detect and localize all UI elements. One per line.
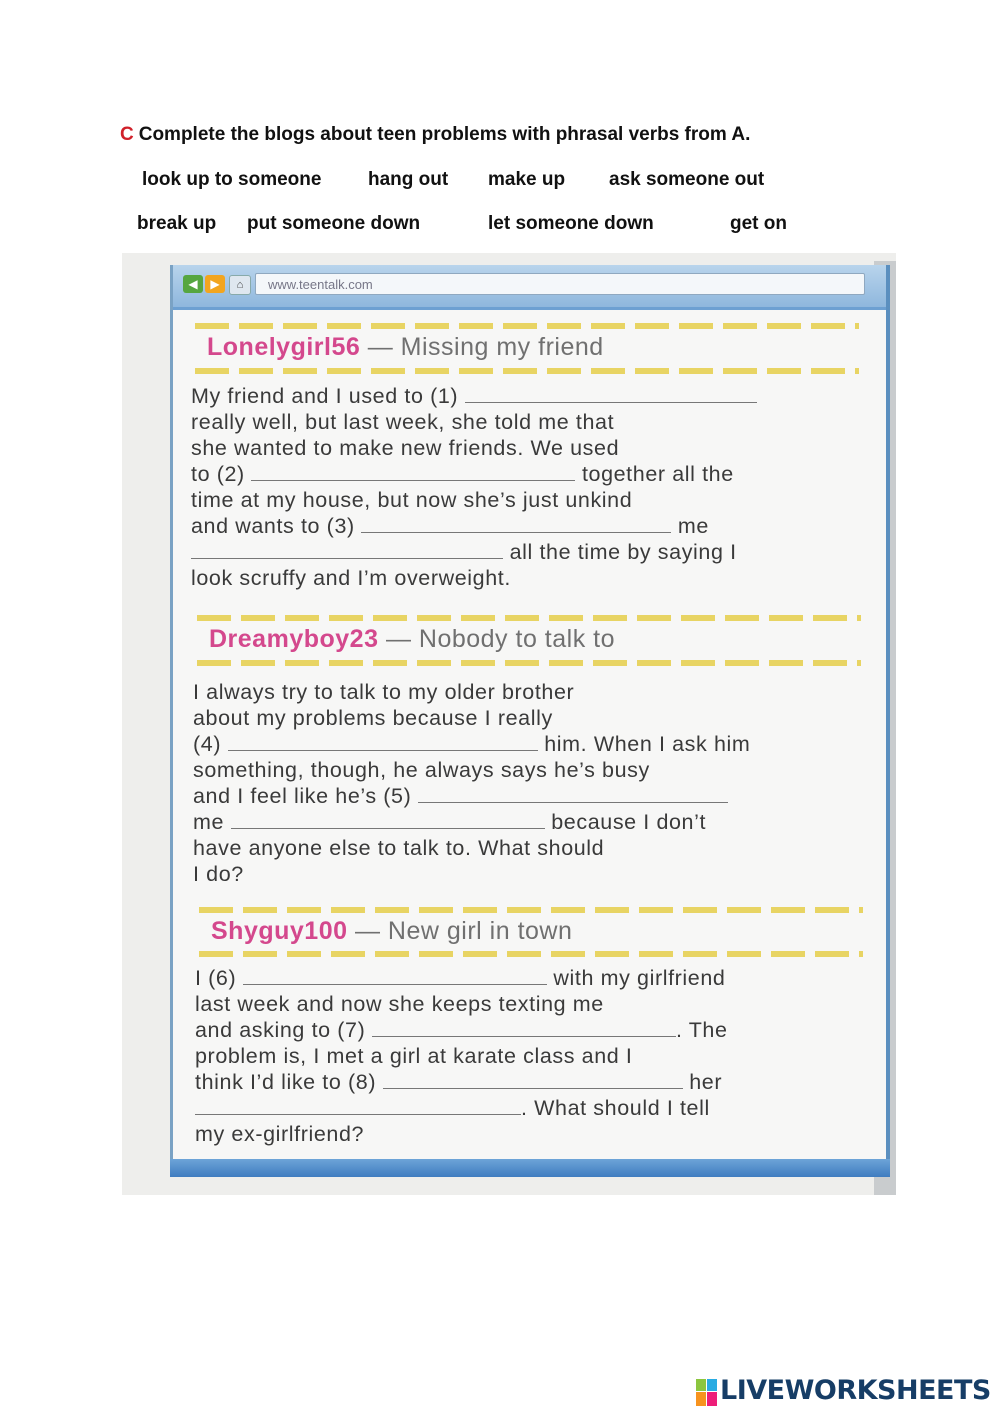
post-title-separator: — <box>367 333 394 361</box>
answer-blank-2[interactable] <box>251 462 575 481</box>
answer-blank-3a[interactable] <box>361 514 671 533</box>
post-title <box>211 917 572 946</box>
post-username: Shyguy100 <box>211 917 348 945</box>
exercise-letter: C <box>120 124 134 145</box>
home-icon[interactable]: ⌂ <box>229 275 251 295</box>
answer-blank-5b[interactable] <box>231 810 545 829</box>
dashed-divider <box>199 951 863 957</box>
back-arrow-icon[interactable]: ◀ <box>183 275 203 293</box>
body-text: My friend and I used to (1) <box>191 384 459 408</box>
body-text: (4) <box>193 732 222 756</box>
dashed-divider <box>197 660 861 666</box>
body-text: time at my house, but now she’s just unkind <box>191 488 633 512</box>
body-text: me <box>677 514 709 538</box>
forward-arrow-icon[interactable]: ▶ <box>205 275 225 293</box>
body-text: last week and now she keeps texting me <box>195 992 604 1016</box>
body-text: have anyone else to talk to. What should <box>193 836 605 860</box>
body-text: I do? <box>193 862 244 886</box>
body-text: . The <box>675 1018 728 1042</box>
body-text: about my problems because I really <box>193 706 553 730</box>
body-text: her <box>689 1070 723 1094</box>
post-username: Dreamyboy23 <box>209 625 379 653</box>
body-text: problem is, I met a girl at karate class and I <box>195 1044 633 1068</box>
dashed-divider <box>195 323 859 329</box>
body-text: because I don’t <box>551 810 707 834</box>
word-bank-item: put someone down <box>247 213 421 234</box>
address-bar[interactable]: www.teentalk.com <box>255 273 865 295</box>
scanned-blog-image <box>122 253 896 1195</box>
word-bank-item: make up <box>488 169 566 190</box>
browser-bottom-bar <box>170 1159 890 1177</box>
post-topic: Nobody to talk to <box>418 625 616 653</box>
answer-blank-3b[interactable] <box>191 540 503 559</box>
word-bank-item: hang out <box>368 169 449 190</box>
answer-blank-8b[interactable] <box>195 1096 521 1115</box>
body-text: me <box>193 810 225 834</box>
body-text: together all the <box>581 462 734 486</box>
body-text: . What should I tell <box>521 1096 710 1120</box>
body-text: think I’d like to (8) <box>195 1070 377 1094</box>
answer-blank-6[interactable] <box>243 966 547 985</box>
dashed-divider <box>197 615 861 621</box>
answer-blank-7[interactable] <box>372 1018 676 1037</box>
word-bank-item: ask someone out <box>609 169 765 190</box>
post-title-separator: — <box>354 917 381 945</box>
post-title-separator: — <box>385 625 412 653</box>
post-topic: Missing my friend <box>400 333 604 361</box>
body-text: him. When I ask him <box>544 732 751 756</box>
dashed-divider <box>195 368 859 374</box>
body-text: really well, but last week, she told me that <box>191 410 615 434</box>
body-text: and I feel like he’s (5) <box>193 784 412 808</box>
post-body <box>195 965 728 1147</box>
dashed-divider <box>199 907 863 913</box>
post-body <box>191 383 757 591</box>
body-text: with my girlfriend <box>553 966 726 990</box>
post-title <box>207 333 604 362</box>
instruction <box>120 124 750 146</box>
body-text: I (6) <box>195 966 237 990</box>
body-text: and asking to (7) <box>195 1018 366 1042</box>
liveworksheets-logo-text: LIVEWORKSHEETS <box>720 1375 991 1406</box>
body-text: something, though, he always says he’s busy <box>193 758 650 782</box>
word-bank-item: let someone down <box>488 213 654 234</box>
body-text: she wanted to make new friends. We used <box>191 436 620 460</box>
body-text: look scruffy and I’m overweight. <box>191 566 511 590</box>
post-username: Lonelygirl56 <box>207 333 361 361</box>
answer-blank-1[interactable] <box>465 384 757 403</box>
post-body <box>193 679 750 887</box>
liveworksheets-logo-icon <box>696 1379 718 1407</box>
instruction-text: Complete the blogs about teen problems with phrasal verbs from A. <box>138 124 751 145</box>
body-text: to (2) <box>191 462 245 486</box>
body-text: my ex-girlfriend? <box>195 1122 365 1146</box>
word-bank-item: get on <box>730 213 787 234</box>
browser-window <box>170 265 890 1177</box>
body-text: and wants to (3) <box>191 514 355 538</box>
browser-toolbar <box>173 265 886 310</box>
answer-blank-5a[interactable] <box>418 784 728 803</box>
post-title <box>209 625 615 654</box>
word-bank-item: look up to someone <box>142 169 322 190</box>
post-topic: New girl in town <box>387 917 573 945</box>
answer-blank-8a[interactable] <box>383 1070 683 1089</box>
word-bank-item: break up <box>137 213 217 234</box>
answer-blank-4[interactable] <box>228 732 538 751</box>
body-text: I always try to talk to my older brother <box>193 680 575 704</box>
body-text: all the time by saying I <box>509 540 737 564</box>
